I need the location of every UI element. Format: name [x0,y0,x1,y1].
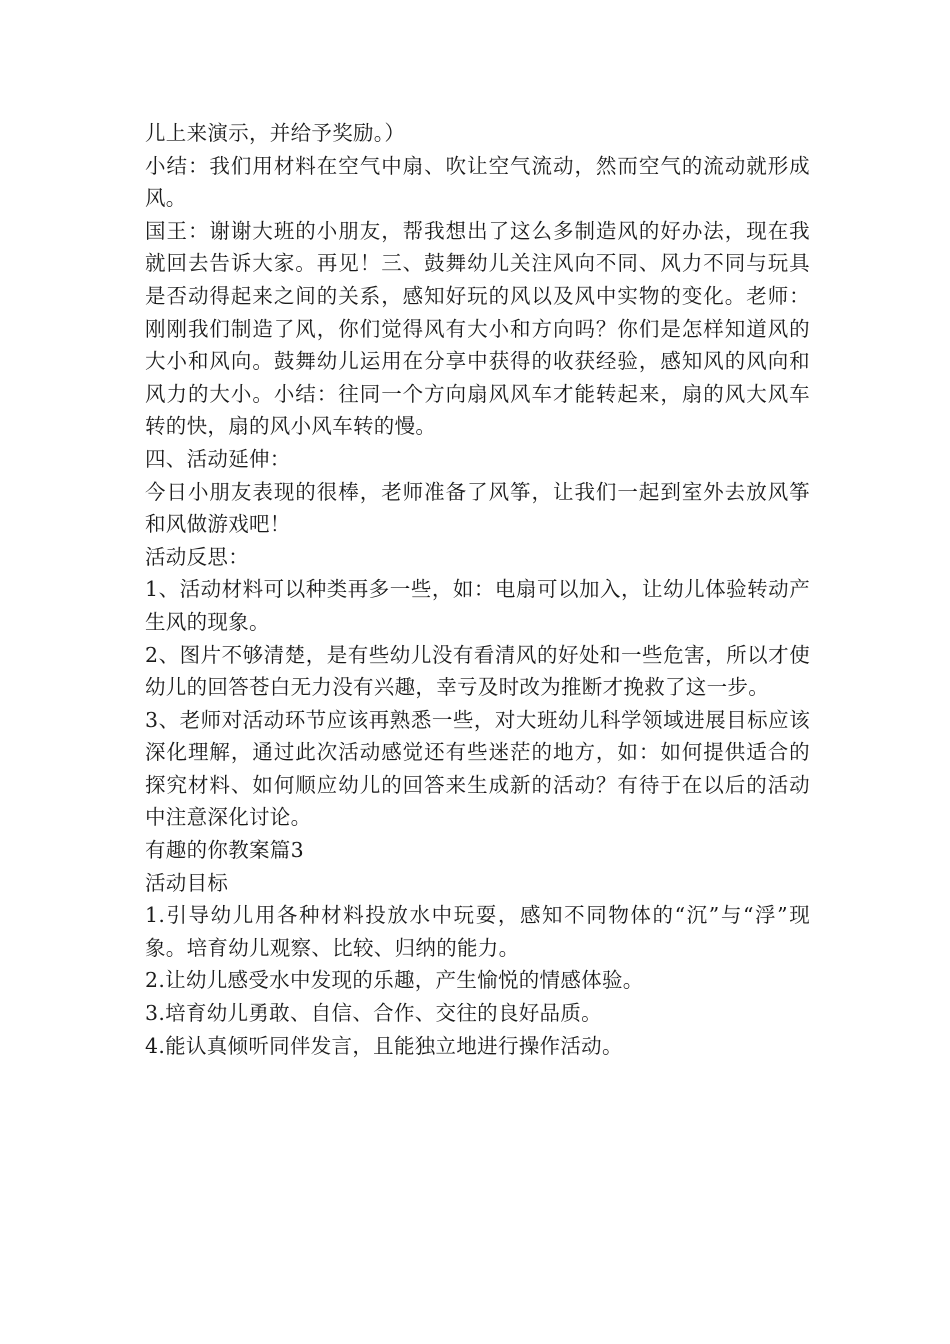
goal-item-2: 2.让幼儿感受水中发现的乐趣，产生愉悦的情感体验。 [145,968,644,993]
reflection-item-3: 3、老师对活动环节应该再熟悉一些，对大班幼儿科学领域进展目标应该深化理解，通过此次活动感觉还有些迷茫的地方，如：如何提供适合的探究材料、如何顺应幼儿的回答来生成新的活动？有待于在以后的活动中注意深化讨论。 [145,707,810,830]
reflection-item-1: 1、活动材料可以种类再多一些，如：电扇可以加入，让幼儿体验转动产生风的现象。 [145,577,810,634]
heading-lesson-plan-3: 有趣的你教案篇3 [145,838,304,863]
goal-item-3: 3.培育幼儿勇敢、自信、合作、交往的良好品质。 [145,1001,602,1026]
goal-item-1: 1.引导幼儿用各种材料投放水中玩耍，感知不同物体的“沉”与“浮”现象。培育幼儿观察、比较、归纳的能力。 [145,903,810,960]
reflection-item-2: 2、图片不够清楚，是有些幼儿没有看清风的好处和一些危害，所以才使幼儿的回答苍白无力没有兴趣，幸亏及时改为推断才挽救了这一步。 [145,642,810,700]
document-body [145,117,810,1062]
heading-activity-reflection: 活动反思： [145,544,249,569]
heading-activity-extension: 四、活动延伸： [145,446,291,471]
paragraph-kite-activity: 今日小朋友表现的很棒，老师准备了风筝，让我们一起到室外去放风筝和风做游戏吧！ [145,479,810,537]
heading-activity-goals: 活动目标 [145,870,229,895]
paragraph-summary-wind: 小结：我们用材料在空气中扇、吹让空气流动，然而空气的流动就形成风。 [145,153,810,211]
goal-item-4: 4.能认真倾听同伴发言，且能独立地进行操作活动。 [145,1033,623,1058]
paragraph-king-thanks: 国王：谢谢大班的小朋友，帮我想出了这么多制造风的好办法，现在我就回去告诉大家。再见！三、鼓舞幼儿关注风向不同、风力不同与玩具是否动得起来之间的关系，感知好玩的风以及风中实物的变化。老师：刚刚我们制造了风，你们觉得风有大小和方向吗？你们是怎样知道风的大小和风向。鼓舞幼儿运用在分享中获得的收获经验，感知风的风向和风力的大小。小结：往同一个方向扇风风车才能转起来，扇的风大风车转的快，扇的风小风车转的慢。 [145,218,810,439]
paragraph-award-note: 儿上来演示，并给予奖励。） [145,121,406,145]
